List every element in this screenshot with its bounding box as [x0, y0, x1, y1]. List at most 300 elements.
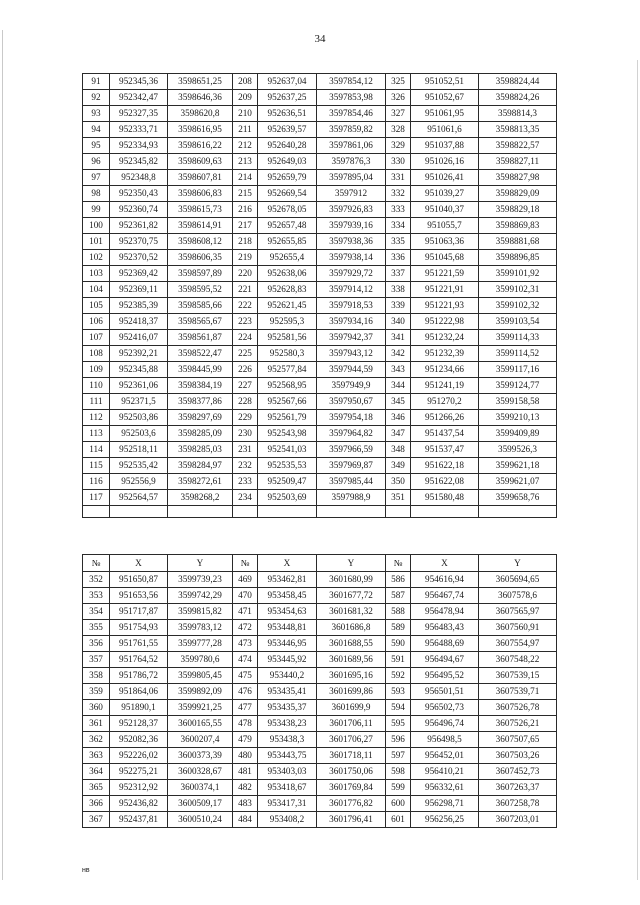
point-number-cell: 234: [233, 490, 258, 506]
y-coordinate-cell: 3597895,04: [317, 170, 386, 186]
y-coordinate-cell: 3599526,3: [479, 442, 557, 458]
x-coordinate-cell: 952361,06: [110, 378, 168, 394]
point-number-cell: 474: [233, 652, 258, 668]
y-coordinate-cell: 3598881,68: [479, 234, 557, 250]
point-number-cell: 325: [386, 74, 411, 90]
x-coordinate-cell: 953435,41: [258, 684, 317, 700]
y-coordinate-cell: 3599409,89: [479, 426, 557, 442]
point-number-cell: 226: [233, 362, 258, 378]
point-number-cell: 478: [233, 716, 258, 732]
y-coordinate-cell: 3601769,84: [317, 780, 386, 796]
y-coordinate-cell: 3598827,11: [479, 154, 557, 170]
header-number: №: [386, 555, 411, 572]
x-coordinate-cell: 953445,92: [258, 652, 317, 668]
y-coordinate-cell: 3600509,17: [168, 796, 233, 812]
point-number-cell: 336: [386, 250, 411, 266]
x-coordinate-cell: 951026,16: [411, 154, 479, 170]
x-coordinate-cell: 953443,75: [258, 748, 317, 764]
point-number-cell: 229: [233, 410, 258, 426]
point-number-cell: 208: [233, 74, 258, 90]
table-row: [83, 668, 557, 684]
x-coordinate-cell: 952595,3: [258, 314, 317, 330]
x-coordinate-cell: 952628,83: [258, 282, 317, 298]
table-row: [83, 732, 557, 748]
y-coordinate-cell: 3599892,09: [168, 684, 233, 700]
y-coordinate-cell: 3607578,6: [479, 588, 557, 604]
y-coordinate-cell: 3599102,32: [479, 298, 557, 314]
point-number-cell: 364: [83, 764, 110, 780]
x-coordinate-cell: 951864,06: [110, 684, 168, 700]
table-row: [83, 346, 557, 362]
coordinates-table-continued: [82, 73, 557, 518]
y-coordinate-cell: 3597854,46: [317, 106, 386, 122]
y-coordinate-cell: 3601706,27: [317, 732, 386, 748]
y-coordinate-cell: 3607554,97: [479, 636, 557, 652]
y-coordinate-cell: 3598620,8: [168, 106, 233, 122]
x-coordinate-cell: 952345,82: [110, 154, 168, 170]
x-coordinate-cell: 956478,94: [411, 604, 479, 620]
point-number-cell: 346: [386, 410, 411, 426]
y-coordinate-cell: 3598614,91: [168, 218, 233, 234]
point-number-cell: 223: [233, 314, 258, 330]
table-row: [83, 330, 557, 346]
y-coordinate-cell: 3599101,92: [479, 266, 557, 282]
point-number-cell: 479: [233, 732, 258, 748]
point-number-cell: 363: [83, 748, 110, 764]
point-number-cell: 476: [233, 684, 258, 700]
x-coordinate-cell: 952503,86: [110, 410, 168, 426]
point-number-cell: 232: [233, 458, 258, 474]
x-coordinate-cell: 952659,79: [258, 170, 317, 186]
table-row: [83, 652, 557, 668]
y-coordinate-cell: 3598651,25: [168, 74, 233, 90]
point-number-cell: 100: [83, 218, 110, 234]
x-coordinate-cell: 952275,21: [110, 764, 168, 780]
y-coordinate-cell: 3598595,52: [168, 282, 233, 298]
x-coordinate-cell: 951580,48: [411, 490, 479, 506]
table-header-row: [83, 555, 557, 572]
table-row: [83, 138, 557, 154]
x-coordinate-cell: 951717,87: [110, 604, 168, 620]
y-coordinate-cell: 3598585,66: [168, 298, 233, 314]
point-number-cell: 471: [233, 604, 258, 620]
y-coordinate-cell: 3598561,87: [168, 330, 233, 346]
y-coordinate-cell: 3607507,65: [479, 732, 557, 748]
y-coordinate-cell: 3607565,97: [479, 604, 557, 620]
y-coordinate-cell: 3599777,28: [168, 636, 233, 652]
y-coordinate-cell: 3597918,53: [317, 298, 386, 314]
x-coordinate-cell: 952580,3: [258, 346, 317, 362]
x-coordinate-cell: 952312,92: [110, 780, 168, 796]
y-coordinate-cell: 3597964,82: [317, 426, 386, 442]
point-number-cell: 358: [83, 668, 110, 684]
point-number-cell: 213: [233, 154, 258, 170]
y-coordinate-cell: 3598824,44: [479, 74, 557, 90]
y-coordinate-cell: 3601776,82: [317, 796, 386, 812]
x-coordinate-cell: 953403,03: [258, 764, 317, 780]
y-coordinate-cell: 3598608,12: [168, 234, 233, 250]
table-row: [83, 572, 557, 588]
y-coordinate-cell: 3598896,85: [479, 250, 557, 266]
point-number-cell: 337: [386, 266, 411, 282]
x-coordinate-cell: 952370,52: [110, 250, 168, 266]
table-row: [83, 170, 557, 186]
x-coordinate-cell: 952561,79: [258, 410, 317, 426]
point-number-cell: 343: [386, 362, 411, 378]
point-number-cell: 365: [83, 780, 110, 796]
y-coordinate-cell: 3598829,18: [479, 202, 557, 218]
y-coordinate-cell: 3599114,52: [479, 346, 557, 362]
point-number-cell: 596: [386, 732, 411, 748]
y-coordinate-cell: 3597969,87: [317, 458, 386, 474]
point-number-cell: 586: [386, 572, 411, 588]
point-number-cell: 357: [83, 652, 110, 668]
x-coordinate-cell: 956332,61: [411, 780, 479, 796]
y-coordinate-cell: 3607263,37: [479, 780, 557, 796]
x-coordinate-cell: 952345,88: [110, 362, 168, 378]
point-number-cell: 222: [233, 298, 258, 314]
point-number-cell: 216: [233, 202, 258, 218]
point-number-cell: 224: [233, 330, 258, 346]
point-number-cell: 92: [83, 90, 110, 106]
coordinates-table: [82, 554, 557, 828]
x-coordinate-cell: 952333,71: [110, 122, 168, 138]
empty-cell: [83, 506, 110, 518]
y-coordinate-cell: 3598377,86: [168, 394, 233, 410]
x-coordinate-cell: 953462,81: [258, 572, 317, 588]
x-coordinate-cell: 952082,36: [110, 732, 168, 748]
point-number-cell: 112: [83, 410, 110, 426]
header-number: №: [233, 555, 258, 572]
point-number-cell: 105: [83, 298, 110, 314]
table-row: [83, 716, 557, 732]
x-coordinate-cell: 951653,56: [110, 588, 168, 604]
x-coordinate-cell: 952334,93: [110, 138, 168, 154]
x-coordinate-cell: 952543,98: [258, 426, 317, 442]
table-row: [83, 250, 557, 266]
y-coordinate-cell: 3601718,11: [317, 748, 386, 764]
x-coordinate-cell: 952361,82: [110, 218, 168, 234]
y-coordinate-cell: 3597985,44: [317, 474, 386, 490]
y-coordinate-cell: 3607539,71: [479, 684, 557, 700]
y-coordinate-cell: 3607203,01: [479, 812, 557, 828]
point-number-cell: 597: [386, 748, 411, 764]
empty-row: [83, 506, 557, 518]
y-coordinate-cell: 3599621,07: [479, 474, 557, 490]
point-number-cell: 345: [386, 394, 411, 410]
y-coordinate-cell: 3597944,59: [317, 362, 386, 378]
point-number-cell: 107: [83, 330, 110, 346]
point-number-cell: 589: [386, 620, 411, 636]
x-coordinate-cell: 952621,45: [258, 298, 317, 314]
x-coordinate-cell: 952226,02: [110, 748, 168, 764]
empty-cell: [233, 506, 258, 518]
y-coordinate-cell: 3601796,41: [317, 812, 386, 828]
point-number-cell: 347: [386, 426, 411, 442]
x-coordinate-cell: 956410,21: [411, 764, 479, 780]
x-coordinate-cell: 951040,37: [411, 202, 479, 218]
y-coordinate-cell: 3600510,24: [168, 812, 233, 828]
y-coordinate-cell: 3597939,16: [317, 218, 386, 234]
footer-mark: нв: [82, 867, 90, 874]
x-coordinate-cell: 951221,91: [411, 282, 479, 298]
y-coordinate-cell: 3597914,12: [317, 282, 386, 298]
point-number-cell: 367: [83, 812, 110, 828]
x-coordinate-cell: 956502,73: [411, 700, 479, 716]
empty-cell: [411, 506, 479, 518]
y-coordinate-cell: 3598869,83: [479, 218, 557, 234]
point-number-cell: 231: [233, 442, 258, 458]
y-coordinate-cell: 3597926,83: [317, 202, 386, 218]
y-coordinate-cell: 3598827,98: [479, 170, 557, 186]
x-coordinate-cell: 952437,81: [110, 812, 168, 828]
table-row: [83, 234, 557, 250]
x-coordinate-cell: 952640,28: [258, 138, 317, 154]
point-number-cell: 351: [386, 490, 411, 506]
x-coordinate-cell: 951650,87: [110, 572, 168, 588]
y-coordinate-cell: 3601699,9: [317, 700, 386, 716]
table-row: [83, 362, 557, 378]
x-coordinate-cell: 953408,2: [258, 812, 317, 828]
empty-cell: [317, 506, 386, 518]
point-number-cell: 211: [233, 122, 258, 138]
y-coordinate-cell: 3598285,09: [168, 426, 233, 442]
point-number-cell: 329: [386, 138, 411, 154]
point-number-cell: 600: [386, 796, 411, 812]
x-coordinate-cell: 952350,43: [110, 186, 168, 202]
point-number-cell: 356: [83, 636, 110, 652]
table-row: [83, 122, 557, 138]
x-coordinate-cell: 951622,08: [411, 474, 479, 490]
x-coordinate-cell: 956452,01: [411, 748, 479, 764]
point-number-cell: 330: [386, 154, 411, 170]
y-coordinate-cell: 3601677,72: [317, 588, 386, 604]
x-coordinate-cell: 952345,36: [110, 74, 168, 90]
y-coordinate-cell: 3601699,86: [317, 684, 386, 700]
x-coordinate-cell: 952639,57: [258, 122, 317, 138]
x-coordinate-cell: 952669,54: [258, 186, 317, 202]
point-number-cell: 217: [233, 218, 258, 234]
point-number-cell: 483: [233, 796, 258, 812]
x-coordinate-cell: 953435,37: [258, 700, 317, 716]
point-number-cell: 366: [83, 796, 110, 812]
point-number-cell: 482: [233, 780, 258, 796]
x-coordinate-cell: 952360,74: [110, 202, 168, 218]
y-coordinate-cell: 3597853,98: [317, 90, 386, 106]
point-number-cell: 225: [233, 346, 258, 362]
y-coordinate-cell: 3599742,29: [168, 588, 233, 604]
y-coordinate-cell: 3601750,06: [317, 764, 386, 780]
x-coordinate-cell: 952567,66: [258, 394, 317, 410]
point-number-cell: 470: [233, 588, 258, 604]
point-number-cell: 352: [83, 572, 110, 588]
x-coordinate-cell: 952541,03: [258, 442, 317, 458]
y-coordinate-cell: 3599815,82: [168, 604, 233, 620]
point-number-cell: 209: [233, 90, 258, 106]
y-coordinate-cell: 3600374,1: [168, 780, 233, 796]
point-number-cell: 333: [386, 202, 411, 218]
empty-cell: [479, 506, 557, 518]
y-coordinate-cell: 3598522,47: [168, 346, 233, 362]
x-coordinate-cell: 956256,25: [411, 812, 479, 828]
table-row: [83, 764, 557, 780]
x-coordinate-cell: 952369,42: [110, 266, 168, 282]
table-row: [83, 410, 557, 426]
x-coordinate-cell: 952369,11: [110, 282, 168, 298]
table-row: [83, 266, 557, 282]
table-row: [83, 620, 557, 636]
point-number-cell: 230: [233, 426, 258, 442]
x-coordinate-cell: 956501,51: [411, 684, 479, 700]
x-coordinate-cell: 952678,05: [258, 202, 317, 218]
point-number-cell: 349: [386, 458, 411, 474]
table-row: [83, 474, 557, 490]
point-number-cell: 93: [83, 106, 110, 122]
point-number-cell: 327: [386, 106, 411, 122]
point-number-cell: 591: [386, 652, 411, 668]
x-coordinate-cell: 953438,3: [258, 732, 317, 748]
x-coordinate-cell: 952392,21: [110, 346, 168, 362]
point-number-cell: 94: [83, 122, 110, 138]
point-number-cell: 594: [386, 700, 411, 716]
point-number-cell: 218: [233, 234, 258, 250]
header-x: X: [411, 555, 479, 572]
table-row: [83, 490, 557, 506]
point-number-cell: 115: [83, 458, 110, 474]
point-number-cell: 361: [83, 716, 110, 732]
table-row: [83, 748, 557, 764]
point-number-cell: 233: [233, 474, 258, 490]
x-coordinate-cell: 953438,23: [258, 716, 317, 732]
x-coordinate-cell: 952518,11: [110, 442, 168, 458]
y-coordinate-cell: 3600373,39: [168, 748, 233, 764]
x-coordinate-cell: 953458,45: [258, 588, 317, 604]
point-number-cell: 228: [233, 394, 258, 410]
x-coordinate-cell: 952327,35: [110, 106, 168, 122]
x-coordinate-cell: 953448,81: [258, 620, 317, 636]
empty-cell: [168, 506, 233, 518]
point-number-cell: 117: [83, 490, 110, 506]
point-number-cell: 113: [83, 426, 110, 442]
table-row: [83, 780, 557, 796]
point-number-cell: 593: [386, 684, 411, 700]
point-number-cell: 599: [386, 780, 411, 796]
y-coordinate-cell: 3601681,32: [317, 604, 386, 620]
y-coordinate-cell: 3598607,81: [168, 170, 233, 186]
table-row: [83, 684, 557, 700]
y-coordinate-cell: 3598272,61: [168, 474, 233, 490]
x-coordinate-cell: 954616,94: [411, 572, 479, 588]
point-number-cell: 331: [386, 170, 411, 186]
y-coordinate-cell: 3598565,67: [168, 314, 233, 330]
point-number-cell: 587: [386, 588, 411, 604]
y-coordinate-cell: 3600165,55: [168, 716, 233, 732]
y-coordinate-cell: 3597942,37: [317, 330, 386, 346]
x-coordinate-cell: 952657,48: [258, 218, 317, 234]
y-coordinate-cell: 3607526,21: [479, 716, 557, 732]
x-coordinate-cell: 951437,54: [411, 426, 479, 442]
y-coordinate-cell: 3598606,35: [168, 250, 233, 266]
y-coordinate-cell: 3599210,13: [479, 410, 557, 426]
y-coordinate-cell: 3599114,33: [479, 330, 557, 346]
point-number-cell: 95: [83, 138, 110, 154]
point-number-cell: 221: [233, 282, 258, 298]
point-number-cell: 350: [386, 474, 411, 490]
x-coordinate-cell: 952348,8: [110, 170, 168, 186]
y-coordinate-cell: 3600328,67: [168, 764, 233, 780]
y-coordinate-cell: 3607560,91: [479, 620, 557, 636]
y-coordinate-cell: 3598284,97: [168, 458, 233, 474]
y-coordinate-cell: 3598822,57: [479, 138, 557, 154]
x-coordinate-cell: 952436,82: [110, 796, 168, 812]
x-coordinate-cell: 952637,25: [258, 90, 317, 106]
point-number-cell: 109: [83, 362, 110, 378]
table-row: [83, 106, 557, 122]
point-number-cell: 215: [233, 186, 258, 202]
x-coordinate-cell: 951754,93: [110, 620, 168, 636]
y-coordinate-cell: 3598268,2: [168, 490, 233, 506]
point-number-cell: 334: [386, 218, 411, 234]
x-coordinate-cell: 952535,42: [110, 458, 168, 474]
y-coordinate-cell: 3607548,22: [479, 652, 557, 668]
table-row: [83, 700, 557, 716]
table-row: [83, 154, 557, 170]
y-coordinate-cell: 3597912: [317, 186, 386, 202]
y-coordinate-cell: 3598597,89: [168, 266, 233, 282]
table-row: [83, 314, 557, 330]
y-coordinate-cell: 3598813,35: [479, 122, 557, 138]
point-number-cell: 484: [233, 812, 258, 828]
point-number-cell: 355: [83, 620, 110, 636]
point-number-cell: 210: [233, 106, 258, 122]
y-coordinate-cell: 3599739,23: [168, 572, 233, 588]
y-coordinate-cell: 3598646,36: [168, 90, 233, 106]
table-row: [83, 378, 557, 394]
y-coordinate-cell: 3597934,16: [317, 314, 386, 330]
y-coordinate-cell: 3597950,67: [317, 394, 386, 410]
x-coordinate-cell: 951045,68: [411, 250, 479, 266]
x-coordinate-cell: 951037,88: [411, 138, 479, 154]
y-coordinate-cell: 3599805,45: [168, 668, 233, 684]
header-y: Y: [317, 555, 386, 572]
y-coordinate-cell: 3597854,12: [317, 74, 386, 90]
point-number-cell: 588: [386, 604, 411, 620]
x-coordinate-cell: 952416,07: [110, 330, 168, 346]
table-row: [83, 812, 557, 828]
point-number-cell: 96: [83, 154, 110, 170]
point-number-cell: 220: [233, 266, 258, 282]
y-coordinate-cell: 3597929,72: [317, 266, 386, 282]
point-number-cell: 102: [83, 250, 110, 266]
x-coordinate-cell: 951052,51: [411, 74, 479, 90]
point-number-cell: 106: [83, 314, 110, 330]
x-coordinate-cell: 951270,2: [411, 394, 479, 410]
point-number-cell: 590: [386, 636, 411, 652]
x-coordinate-cell: 951061,95: [411, 106, 479, 122]
x-coordinate-cell: 956496,74: [411, 716, 479, 732]
x-coordinate-cell: 953454,63: [258, 604, 317, 620]
point-number-cell: 342: [386, 346, 411, 362]
x-coordinate-cell: 951537,47: [411, 442, 479, 458]
y-coordinate-cell: 3598814,3: [479, 106, 557, 122]
x-coordinate-cell: 956483,43: [411, 620, 479, 636]
y-coordinate-cell: 3599621,18: [479, 458, 557, 474]
x-coordinate-cell: 952637,04: [258, 74, 317, 90]
point-number-cell: 475: [233, 668, 258, 684]
x-coordinate-cell: 952655,85: [258, 234, 317, 250]
y-coordinate-cell: 3597943,12: [317, 346, 386, 362]
header-number: №: [83, 555, 110, 572]
